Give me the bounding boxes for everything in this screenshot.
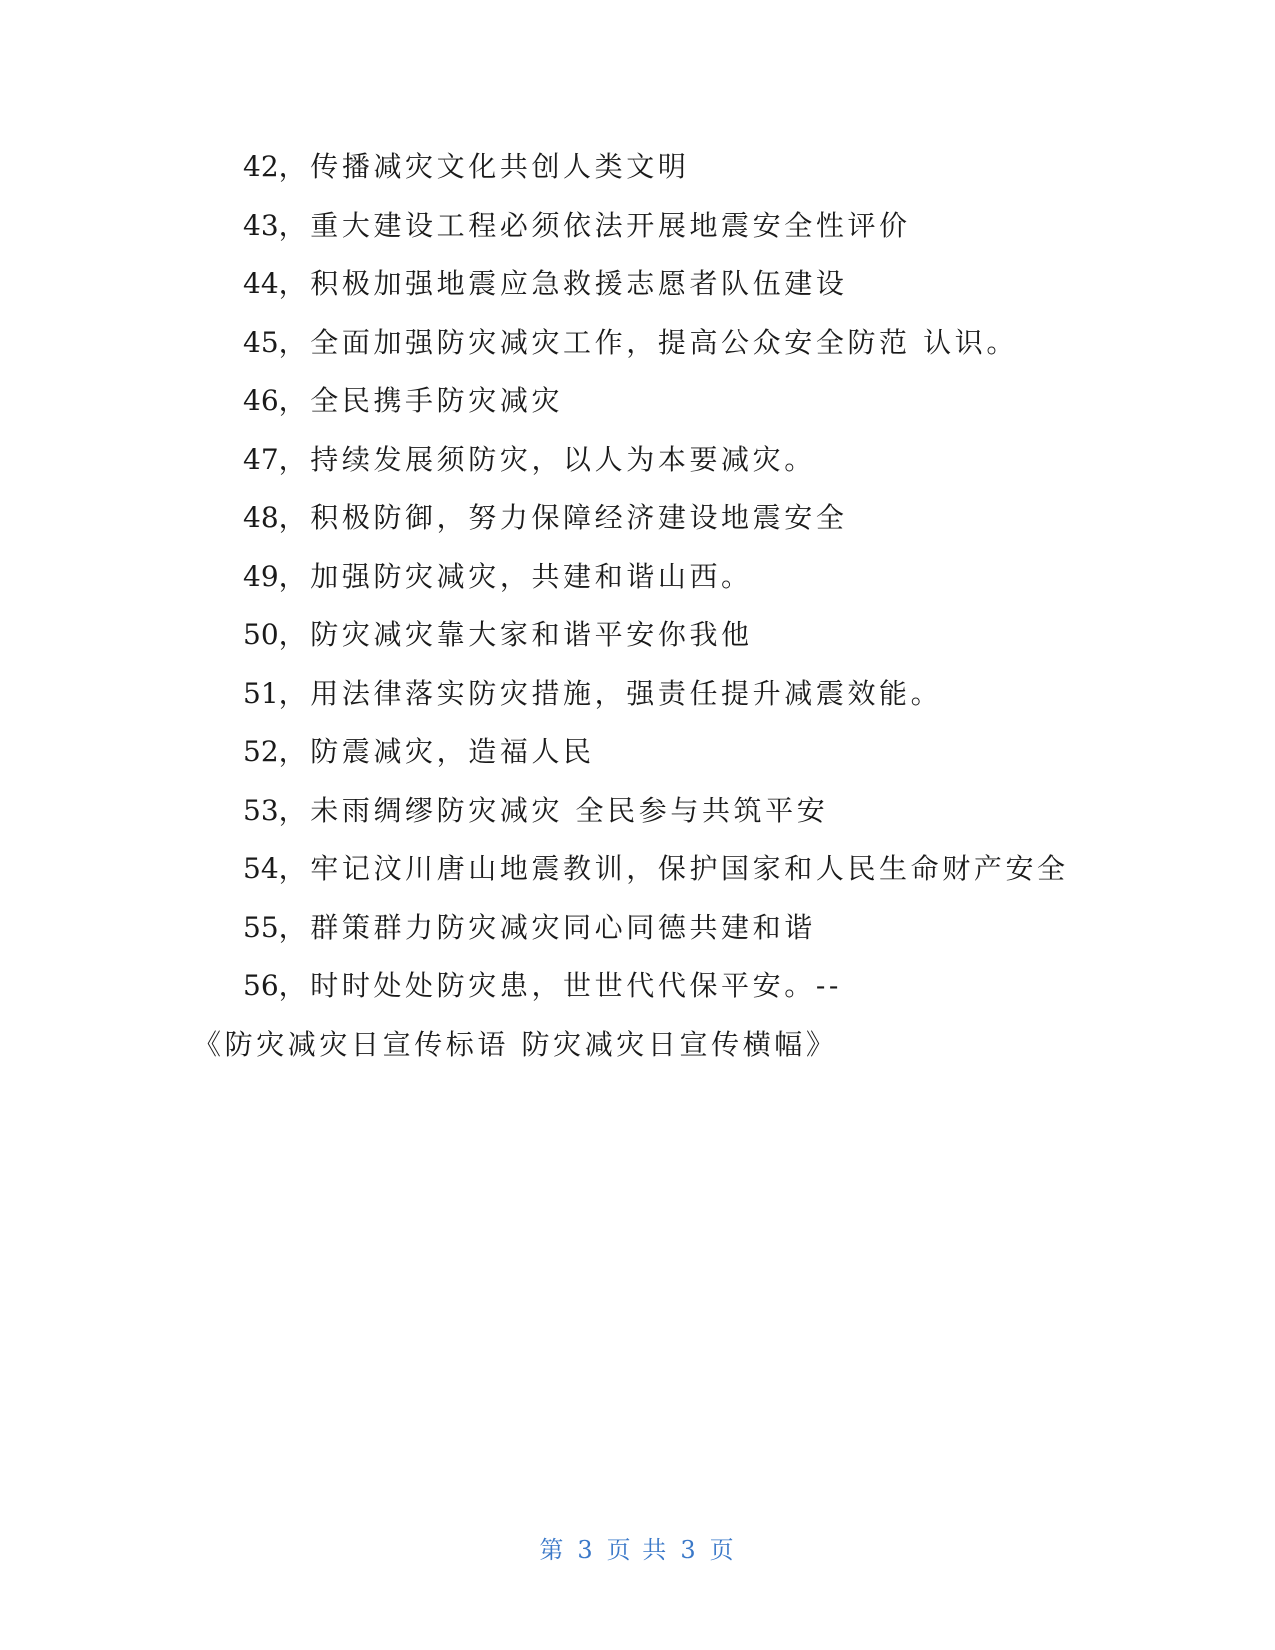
list-item: 47，持续发展须防灾，以人为本要减灾。: [243, 442, 816, 476]
total-pages-number: 3: [680, 1536, 698, 1564]
list-item: 52，防震减灾，造福人民: [243, 735, 595, 768]
list-item: 49，加强防灾减灾，共建和谐山西。: [243, 559, 753, 593]
page-footer: [0, 1530, 1275, 1565]
list-item: 48，积极防御，努力保障经济建设地震安全: [243, 501, 848, 534]
current-page-number: 3: [577, 1536, 595, 1564]
list-item: 55，群策群力防灾减灾同心同德共建和谐: [243, 910, 816, 944]
list-item: 56，时时处处防灾患，世世代代保平安。--: [243, 969, 842, 1002]
page-label-mid: 页 共: [606, 1536, 669, 1564]
list-item: 51，用法律落实防灾措施，强责任提升减震效能。: [243, 676, 943, 710]
list-item: 50，防灾减灾靠大家和谐平安你我他: [243, 618, 753, 651]
list-item: 53，未雨绸缪防灾减灾 全民参与共筑平安: [243, 793, 829, 827]
source-title: 《防灾减灾日宣传标语 防灾减灾日宣传横幅》: [193, 1027, 838, 1061]
list-item: 46，全民携手防灾减灾: [243, 384, 564, 417]
list-item: 54，牢记汶川唐山地震教训，保护国家和人民生命财产安全: [243, 852, 1069, 885]
slogan-list: [193, 138, 1093, 1074]
list-item: 45，全面加强防灾减灾工作，提高公众安全防范 认识。: [243, 325, 1018, 359]
list-item: 43，重大建设工程必须依法开展地震安全性评价: [243, 208, 911, 242]
list-item: 42，传播减灾文化共创人类文明: [243, 150, 690, 183]
page-label-suffix: 页: [709, 1536, 736, 1564]
list-item: 44，积极加强地震应急救援志愿者队伍建设: [243, 267, 848, 300]
page-label-prefix: 第: [539, 1536, 566, 1564]
